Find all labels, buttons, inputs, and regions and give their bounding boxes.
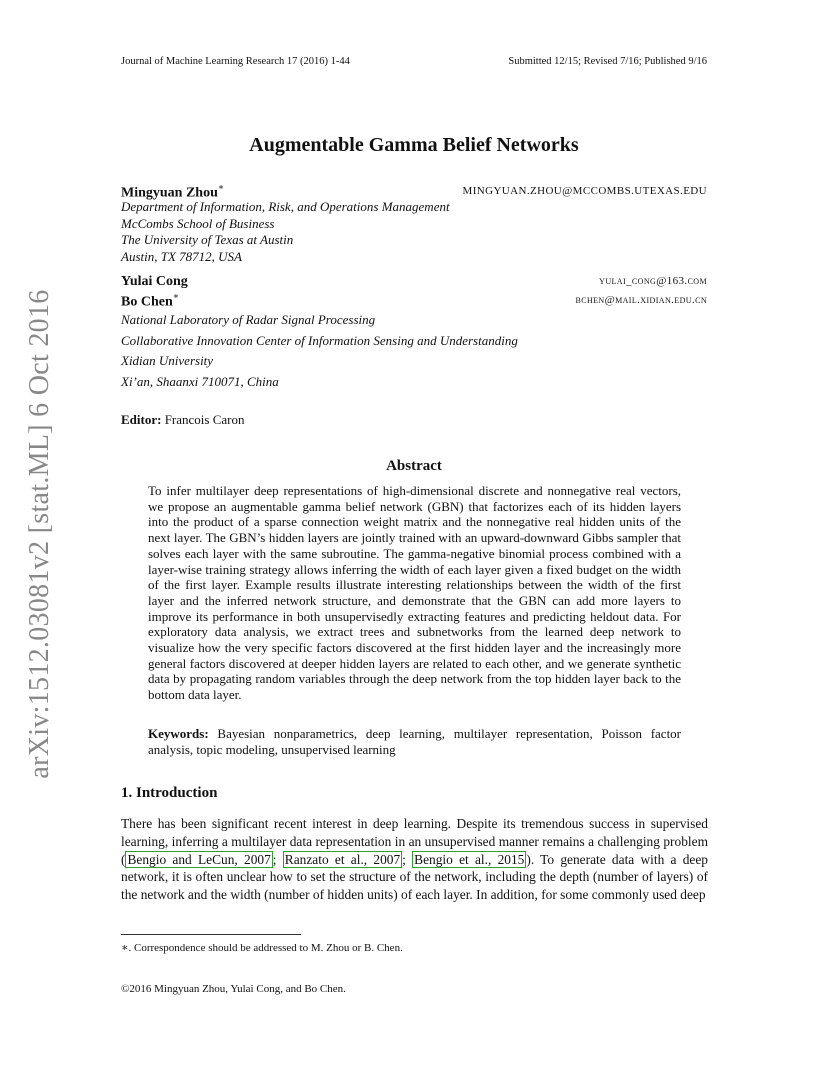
keywords [148,726,681,758]
affiliation-chen [121,310,518,392]
citation-link[interactable]: Bengio et al., 2015 [414,851,525,867]
intro-text: ). To generate data with a deep network, it is often unclear how to set the structure of the network, including the depth (number of layers) of the network and the width (number of hidden units) of each layer. In addition, for some commonly used deep [121,851,708,903]
running-header-journal: Journal of Machine Learning Research 17 (2016) 1-44 [121,56,350,67]
affiliation-line: Department of Information, Risk, and Operations Management [121,199,450,214]
affiliation-line: Austin, TX 78712, USA [121,248,242,264]
author-email[interactable]: yulai_cong@163.com [599,275,707,287]
affiliation-line: Xidian University [121,353,214,368]
affiliation-line: Collaborative Innovation Center of Information Sensing and Understanding [121,332,518,348]
keywords-text: Bayesian nonparametrics, deep learning, multilayer representation, Poisson factor analysis, topic modeling, unsupervised learning [148,726,682,757]
section-heading-introduction: 1. Introduction [121,785,218,801]
author-name: Yulai Cong [121,274,188,289]
editor-line [121,412,245,428]
citation-separator: ; [272,851,283,867]
keywords-label: Keywords: [148,726,209,741]
affiliation-line: Xi’an, Shaanxi 710071, China [121,373,279,389]
abstract-body: To infer multilayer deep representations of high-dimensional discrete and nonnegative real vectors, we propose an augmentable gamma belief network (GBN) that factorizes each of its hidden layers into the product of a sparse connection weight matrix and the nonnegative real hidden units of the next layer. The GBN’s hidden layers are jointly trained with an upward-downward Gibbs sampler that solves each layer with the same subroutine. The gamma-negative binomial process combined with a layer-wise training strategy allows inferring the width of each layer given a fixed budget on the width of the first layer. Example results illustrate interesting relationships between the width of the first layer and the inferred network structure, and demonstrate that the GBN can add more layers to improve its performance in both unsupervisedly extracting features and predicting heldout data. For exploratory data analysis, we extract trees and subnetworks from the learned deep network to visualize how the very specific factors discovered at the first hidden layer and the increasingly more general factors discovered at deeper hidden layers are related to each other, and we generate synthetic data by propagating random variables through the deep network from the top hidden layer back to the bottom data layer. [148,483,681,703]
citation-link[interactable]: Ranzato et al., 2007 [284,851,401,867]
introduction-paragraph [121,815,708,904]
editor-label: Editor: [121,412,162,427]
affiliation-line: McCombs School of Business [121,215,275,231]
editor-name: Francois Caron [164,412,245,427]
author-mark: ∗ [172,291,179,301]
author-mark: ∗ [217,182,224,192]
affiliation-zhou [121,199,450,265]
citation-separator: ; [402,851,413,867]
footnote-rule [121,934,301,935]
copyright-notice: ©2016 Mingyuan Zhou, Yulai Cong, and Bo Chen. [121,983,346,995]
affiliation-line: National Laboratory of Radar Signal Processing [121,312,376,327]
author-name: Bo Chen [121,294,173,310]
author-block-chen [121,291,179,310]
paper-title: Augmentable Gamma Belief Networks [249,134,579,156]
author-email[interactable]: bchen@mail.xidian.edu.cn [575,294,707,306]
author-email[interactable]: MINGYUAN.ZHOU@MCCOMBS.UTEXAS.EDU [462,185,707,197]
intro-text: There has been significant recent interest in deep learning. Despite its tremendous success in supervised learning, inferring a multilayer data representation in an unsupervised manner remains a challenging problem ( [121,816,708,867]
abstract-heading: Abstract [386,458,442,474]
affiliation-line: The University of Texas at Austin [121,232,294,247]
author-block-cong [121,272,188,290]
running-header-dates: Submitted 12/15; Revised 7/16; Published 9/16 [508,56,707,67]
author-name: Mingyuan Zhou [121,185,218,201]
footnote: ∗. Correspondence should be addressed to M. Zhou or B. Chen. [121,942,403,954]
arxiv-sidebar-stamp: arXiv:1512.03081v2 [stat.ML] 6 Oct 2016 [24,289,55,779]
citation-link[interactable]: Bengio and LeCun, 2007 [127,851,271,867]
